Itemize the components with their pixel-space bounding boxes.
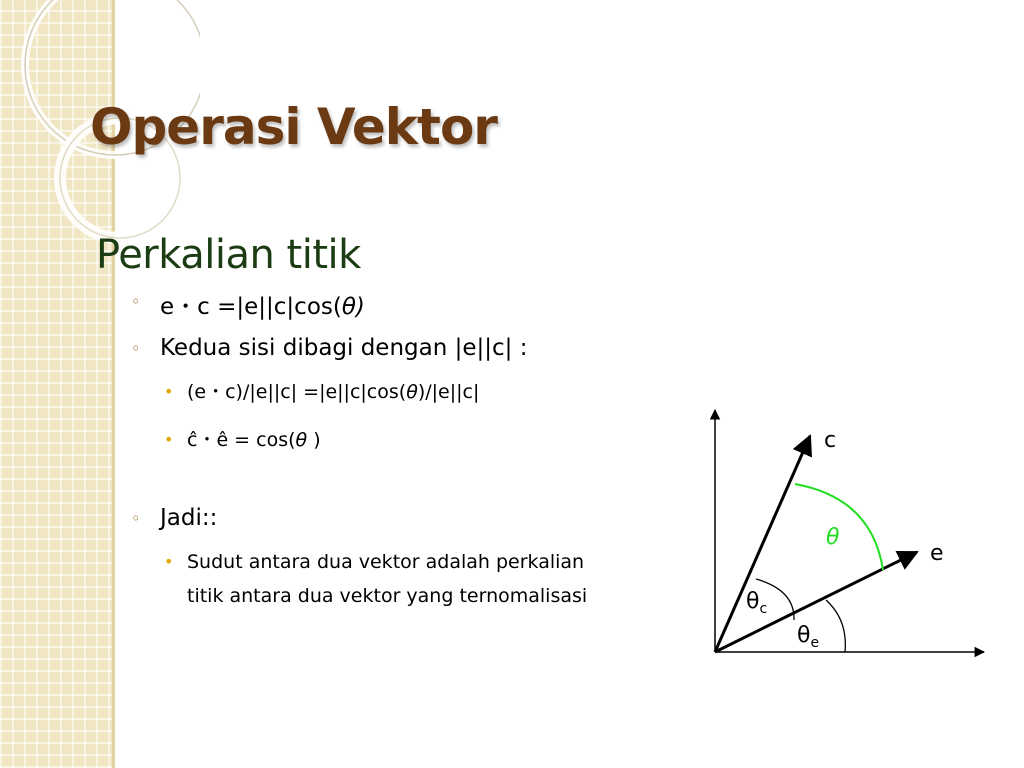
- slide-title: Operasi Vektor: [90, 98, 497, 156]
- vector-c-label: c: [824, 428, 837, 453]
- bullet-text: Kedua sisi dibagi dengan |e||c| :: [160, 335, 528, 361]
- ring-bullet-icon: ◦: [131, 339, 141, 358]
- theta-c-label: [746, 589, 767, 617]
- ring-bullet-icon: ◦: [131, 509, 141, 528]
- conclusion-label: Jadi::: [160, 505, 218, 531]
- theta-c-subscript: c: [759, 601, 768, 617]
- theta-symbol: θ: [295, 429, 308, 451]
- ring-bullet-icon: ◦: [131, 292, 141, 311]
- dot-bullet-icon: •: [164, 382, 174, 401]
- theta-c-symbol: θ: [746, 589, 760, 614]
- theta-e-label: [797, 623, 819, 651]
- sub-bullet-suffix: ): [307, 429, 321, 451]
- conclusion-line-1: Sudut antara dua vektor adalah perkalian: [187, 551, 585, 573]
- bullet-text: e・c =|e||c|cos(: [160, 294, 342, 320]
- sub-bullet-suffix: )/|e||c|: [417, 381, 480, 403]
- dot-bullet-icon: •: [164, 430, 174, 449]
- bullet-suffix: ): [355, 294, 365, 320]
- sub-bullet-text: ĉ・ê = cos(: [187, 429, 296, 451]
- theta-angle-label: θ: [826, 525, 840, 550]
- sub-bullet-text: (e・c)/|e||c| =|e||c|cos(: [187, 381, 407, 403]
- dot-bullet-icon: •: [164, 552, 174, 571]
- theta-e-subscript: e: [810, 635, 820, 651]
- theta-symbol: θ: [406, 381, 418, 403]
- vector-e-label: e: [930, 541, 944, 566]
- theta-e-symbol: θ: [797, 623, 811, 648]
- conclusion-line-2: titik antara dua vektor yang ternomalisasi: [187, 585, 588, 607]
- theta-symbol: θ: [341, 294, 356, 320]
- section-heading: Perkalian titik: [96, 232, 361, 278]
- vector-c: [715, 436, 810, 652]
- theta-e-arc: [826, 600, 845, 652]
